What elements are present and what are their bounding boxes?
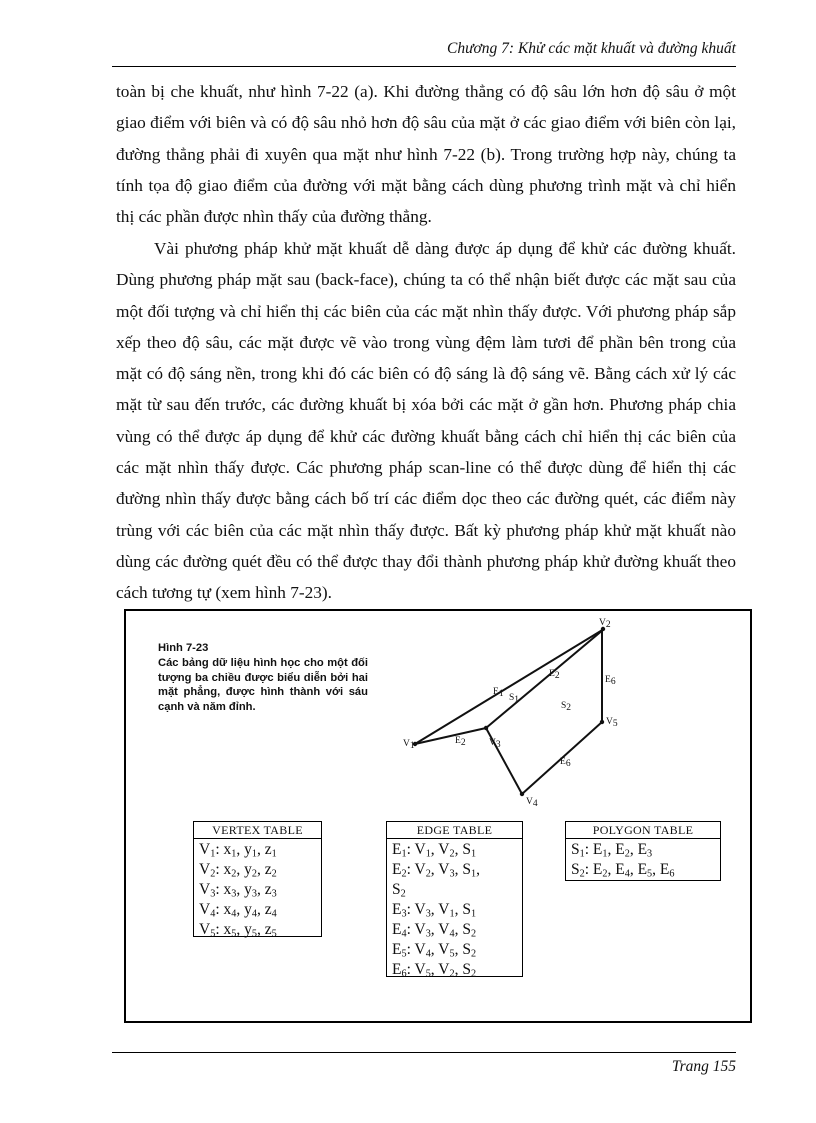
edge-row: $E_4$: $V_3$, $V_4$, $S_2$ bbox=[392, 921, 477, 940]
label-v3: V3 bbox=[489, 738, 501, 750]
edge-row: $E_6$: $V_5$, $V_2$, $S_2$ bbox=[392, 961, 477, 980]
label-e6-upper: E6 bbox=[605, 675, 616, 687]
label-e1: E1 bbox=[493, 687, 504, 699]
vertex-table bbox=[193, 821, 322, 940]
figure-caption-title: Hình 7-23 bbox=[158, 642, 209, 654]
label-e2-upper: E2 bbox=[549, 669, 560, 681]
paragraph-2: Vài phương pháp khử mặt khuất dễ dàng được áp dụng để khử các đường khuất. Dùng phương pháp mặt sau (back-face), chúng ta có thể nhận biết được các mặt sau của một đối tượng và chỉ hiển thị các biên của các mặt nhìn thấy được. Với phương pháp sắp xếp theo độ sâu, các mặt được vẽ vào trong vùng đệm làm tươi để phần bên trong của mặt có độ sáng nền, trong khi đó các biên có độ sáng là độ sáng vẽ. Bằng cách xử lý các mặt từ sau đến trước, các đường khuất bị xóa bởi các mặt ở gần hơn. Phương pháp chia vùng có thể được áp dụng để khử các đường khuất bằng cách chỉ hiển thị các biên của các mặt nhìn thấy được. Các phương pháp scan-line có thể được dùng để hiển thị các đường nhìn thấy được bằng cách bố trí các điểm dọc theo các đường quét, các điểm này trùng với các biên của các mặt nhìn thấy được. Bất kỳ phương pháp khử mặt khuất nào dùng các đường quét đều có thể được thay đổi thành phương pháp khử đường khuất theo cách tương tự (xem hình 7-23). bbox=[116, 239, 736, 603]
page-header: Chương 7: Khử các mặt khuất và đường khuất bbox=[446, 40, 736, 57]
edge-e3 bbox=[415, 728, 486, 744]
vertex-row: $V_4$: $x_4$, $y_4$, $z_4$ bbox=[199, 901, 277, 920]
polygon-row: $S_1$: $E_1$, $E_2$, $E_3$ bbox=[571, 841, 653, 860]
vertex-point-v5 bbox=[600, 720, 604, 724]
polygon-table bbox=[565, 821, 721, 881]
vertex-row: $V_2$: $x_2$, $y_2$, $z_2$ bbox=[199, 861, 277, 880]
page-number: Trang 155 bbox=[671, 1058, 736, 1075]
label-s2: S2 bbox=[561, 701, 572, 713]
figure-caption bbox=[158, 641, 368, 715]
figure-caption-body: Các bảng dữ liệu hình học cho một đối tượng ba chiều được biểu diễn bởi hai mặt phẳng, được hình thành với sáu cạnh và năm đỉnh. bbox=[158, 656, 368, 714]
label-e2-lower: E2 bbox=[455, 736, 466, 748]
edge-e1 bbox=[415, 629, 604, 744]
label-v1: V1 bbox=[403, 739, 415, 751]
edge-table-title: EDGE TABLE bbox=[387, 822, 522, 839]
label-v5: V5 bbox=[606, 717, 618, 729]
vertex-point-v4 bbox=[520, 792, 524, 796]
edge-row: $E_1$: $V_1$, $V_2$, $S_1$ bbox=[392, 841, 477, 860]
edge-row-continued: $S_2$ bbox=[392, 881, 406, 900]
label-v4: V4 bbox=[526, 797, 538, 809]
label-s1: S1 bbox=[509, 693, 520, 705]
vertex-row: $V_5$: $x_5$, $y_5$, $z_5$ bbox=[199, 921, 277, 940]
footer-rule bbox=[112, 1052, 736, 1053]
vertex-table-title: VERTEX TABLE bbox=[194, 822, 321, 839]
label-e6-lower: E6 bbox=[560, 757, 571, 769]
vertex-row: $V_1$: $x_1$, $y_1$, $z_1$ bbox=[199, 841, 277, 860]
edge-row: $E_2$: $V_2$, $V_3$, $S_1$, bbox=[392, 861, 480, 880]
vertex-row: $V_3$: $x_3$, $y_3$, $z_3$ bbox=[199, 881, 277, 900]
edge-table bbox=[386, 821, 523, 980]
paragraph-1: toàn bị che khuất, như hình 7-22 (a). Khi đường thẳng có độ sâu lớn hơn độ sâu ở một giao điểm với biên và có độ sâu nhỏ hơn độ sâu của mặt ở các giao điểm với biên còn lại, đường thẳng phải đi xuyên qua mặt như hình 7-22 (b). Trong trường hợp này, chúng ta tính tọa độ giao điểm của đường với mặt bằng cách dùng phương trình mặt và chỉ hiển thị các phần được nhìn thấy của đường thẳng. bbox=[116, 82, 736, 227]
vertex-point-v3 bbox=[484, 726, 488, 730]
polygon-diagram bbox=[394, 612, 634, 812]
edge-row: $E_3$: $V_3$, $V_1$, $S_1$ bbox=[392, 901, 477, 920]
edge-e2 bbox=[486, 629, 604, 728]
label-v2: V2 bbox=[599, 618, 611, 630]
polygon-table-title: POLYGON TABLE bbox=[566, 822, 720, 839]
edge-row: $E_5$: $V_4$, $V_5$, $S_2$ bbox=[392, 941, 477, 960]
header-rule bbox=[112, 66, 736, 67]
polygon-row: $S_2$: $E_2$, $E_4$, $E_5$, $E_6$ bbox=[571, 861, 675, 880]
